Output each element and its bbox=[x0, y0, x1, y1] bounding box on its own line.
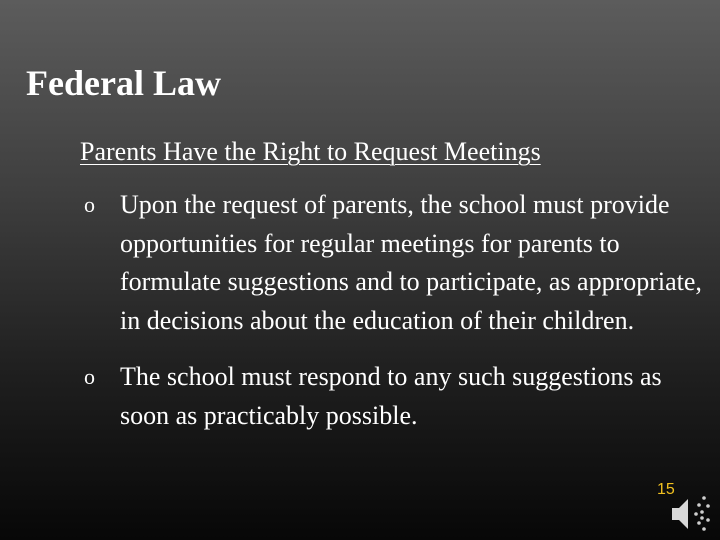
bullet-marker: o bbox=[84, 364, 95, 389]
bullet-marker: o bbox=[84, 192, 95, 217]
bullet-list bbox=[84, 186, 714, 435]
speaker-icon[interactable] bbox=[666, 488, 714, 534]
slide-title: Federal Law bbox=[26, 63, 221, 103]
page-number: 15 bbox=[657, 481, 675, 498]
bullet-item bbox=[84, 358, 714, 435]
bullet-text: Upon the request of parents, the school must provide opportunities for regular meetings for parents to formulate suggestions and to participate, as appropriate, in decisions about the education of their children. bbox=[120, 190, 702, 335]
slide-subtitle: Parents Have the Right to Request Meetings bbox=[80, 137, 541, 166]
bullet-item bbox=[84, 186, 714, 340]
bullet-text: The school must respond to any such suggestions as soon as practicably possible. bbox=[120, 362, 662, 430]
